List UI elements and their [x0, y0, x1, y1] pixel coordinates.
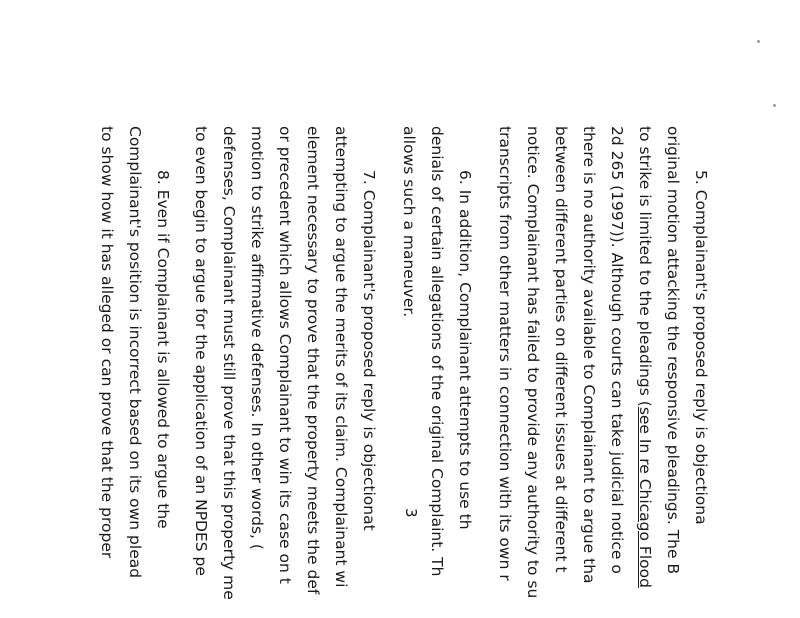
text-line: allows such a maneuver. — [400, 126, 418, 318]
text-line: to show how it has alleged or can prove that the proper — [98, 126, 116, 559]
text-line: attempting to argue the merits of its claim. Complainant wi — [332, 126, 350, 588]
text-line: between different parties on different issues at different t — [552, 126, 570, 573]
text-line: 8. Even if Complainant is allowed to argue the — [154, 170, 172, 529]
text-line: notice. Complainant has failed to provide any authority to su — [524, 126, 542, 599]
text-line: denials of certain allegations of the original Complaint. Th — [428, 126, 446, 577]
text-line: 2d 265 (1997)). Although courts can take judicial notice o — [608, 126, 626, 574]
text-line: element necessary to prove that the property meets the def — [304, 126, 322, 595]
text-line: or precedent which allows Complainant to win its case on t — [276, 126, 294, 584]
text-line: to even begin to argue for the application of an NPDES pe — [192, 126, 210, 576]
text-line: 5. Complainant's proposed reply is objectiona — [692, 170, 710, 525]
text-line: to strike is limited to the pleadings (see In re Chicago Flood — [636, 126, 654, 588]
text-line: Complainant's position is incorrect based on its own plead — [126, 126, 144, 579]
text-line: there is no authority available to Complainant to argue tha — [580, 126, 598, 584]
text-line: defenses, Complainant must still prove that this property me — [220, 126, 238, 600]
text-line: 6. In addition, Complainant attempts to use th — [456, 170, 474, 530]
page-number: 3 — [402, 508, 420, 518]
text-line: 7. Complainant's proposed reply is objectionat — [360, 170, 378, 531]
text-line: transcripts from other matters in connection with its own r — [496, 126, 514, 581]
text-line: original motion attacking the responsive pleadings. The B — [664, 126, 682, 575]
text-line: motion to strike affirmative defenses. In other words, ( — [248, 126, 266, 550]
